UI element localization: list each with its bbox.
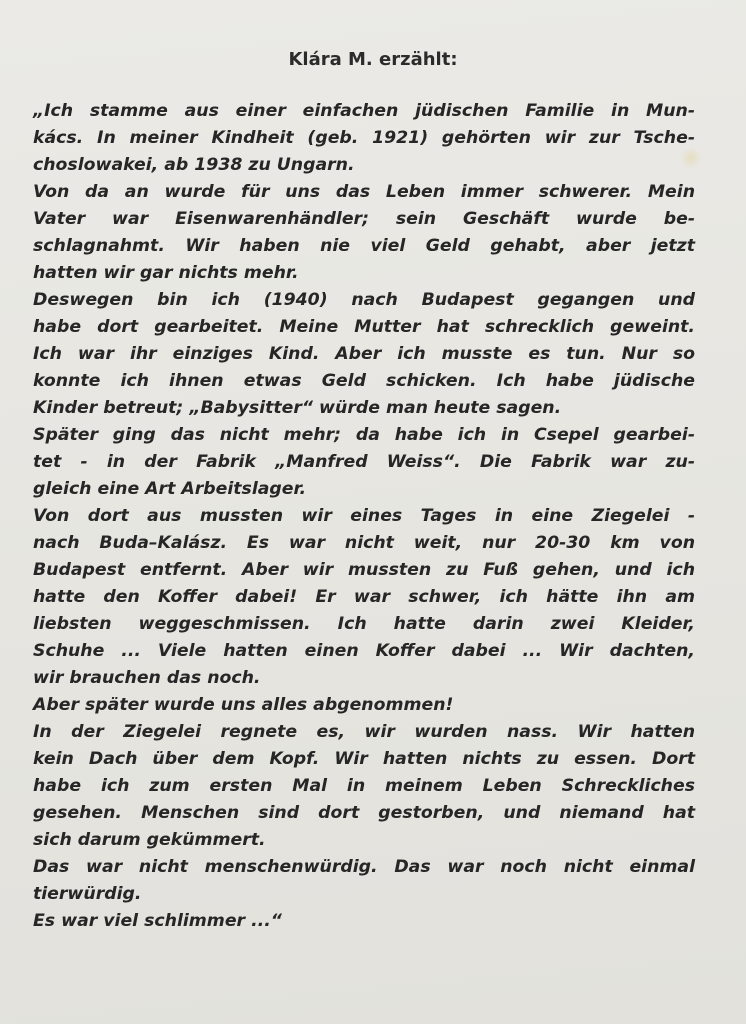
text-line: liebsten weggeschmissen. Ich hatte darin zwei Kleider, xyxy=(33,614,695,634)
text-line: gleich eine Art Arbeitslager. xyxy=(33,479,307,499)
text-line: habe dort gearbeitet. Meine Mutter hat schrecklich geweint. xyxy=(33,317,695,337)
text-line: choslowakei, ab 1938 zu Ungarn. xyxy=(33,155,355,175)
document-body xyxy=(33,98,695,935)
text-line: „Ich stamme aus einer einfachen jüdischen Familie in Mun- xyxy=(33,101,695,121)
text-line: gesehen. Menschen sind dort gestorben, und niemand hat xyxy=(33,803,695,823)
text-line: Das war nicht menschenwürdig. Das war noch nicht einmal xyxy=(33,857,695,877)
text-line: Von dort aus mussten wir eines Tages in eine Ziegelei - xyxy=(33,506,695,526)
text-line: Budapest entfernt. Aber wir mussten zu Fuß gehen, und ich xyxy=(33,560,695,580)
text-line: Es war viel schlimmer ...“ xyxy=(33,911,282,931)
text-line: schlagnahmt. Wir haben nie viel Geld gehabt, aber jetzt xyxy=(33,236,695,256)
text-line: In der Ziegelei regnete es, wir wurden nass. Wir hatten xyxy=(33,722,695,742)
text-line: Vater war Eisenwarenhändler; sein Geschäft wurde be- xyxy=(33,209,695,229)
text-line: Aber später wurde uns alles abgenommen! xyxy=(33,695,454,715)
text-line: sich darum gekümmert. xyxy=(33,830,266,850)
text-line: kács. In meiner Kindheit (geb. 1921) gehörten wir zur Tsche- xyxy=(33,128,695,148)
text-line: Kinder betreut; „Babysitter“ würde man heute sagen. xyxy=(33,398,562,418)
text-line: Von da an wurde für uns das Leben immer schwerer. Mein xyxy=(33,182,695,202)
text-line: nach Buda–Kalász. Es war nicht weit, nur 20-30 km von xyxy=(33,533,695,553)
text-line: wir brauchen das noch. xyxy=(33,668,261,688)
text-line: Deswegen bin ich (1940) nach Budapest gegangen und xyxy=(33,290,695,310)
text-line: habe ich zum ersten Mal in meinem Leben Schreckliches xyxy=(33,776,695,796)
document-title: Klára M. erzählt: xyxy=(288,49,458,70)
text-line: konnte ich ihnen etwas Geld schicken. Ich habe jüdische xyxy=(33,371,695,391)
text-line: hatten wir gar nichts mehr. xyxy=(33,263,299,283)
text-line: tierwürdig. xyxy=(33,884,142,904)
text-line: tet - in der Fabrik „Manfred Weiss“. Die Fabrik war zu- xyxy=(33,452,695,472)
text-line: Später ging das nicht mehr; da habe ich in Csepel gearbei- xyxy=(33,425,695,445)
text-line: Schuhe ... Viele hatten einen Koffer dabei ... Wir dachten, xyxy=(33,641,695,661)
text-line: hatte den Koffer dabei! Er war schwer, ich hätte ihn am xyxy=(33,587,695,607)
text-line: kein Dach über dem Kopf. Wir hatten nichts zu essen. Dort xyxy=(33,749,695,769)
text-line: Ich war ihr einziges Kind. Aber ich musste es tun. Nur so xyxy=(33,344,695,364)
